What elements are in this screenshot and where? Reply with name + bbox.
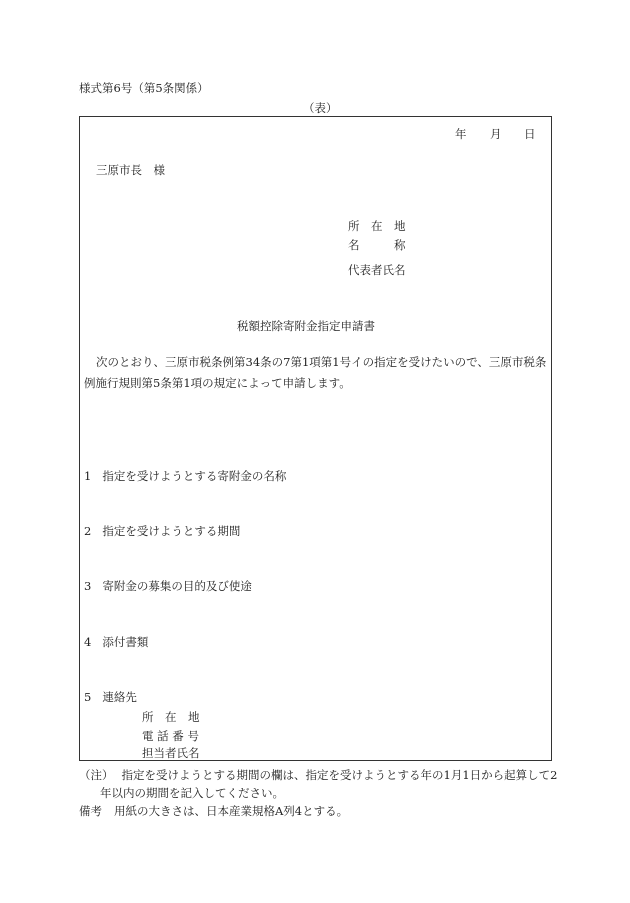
body-paragraph bbox=[84, 352, 549, 394]
contact-phone-label: 電 話 番 号 bbox=[142, 729, 199, 743]
date-year: 年 bbox=[455, 127, 467, 141]
remark-prefix: 備考 bbox=[79, 804, 102, 818]
addressee: 三原市長 様 bbox=[96, 163, 165, 177]
note-line-1 bbox=[79, 767, 557, 783]
item-5 bbox=[84, 689, 137, 705]
date-day: 日 bbox=[524, 127, 536, 141]
form-number: 様式第6号（第5条関係） bbox=[79, 81, 209, 95]
form-title: 税額控除寄附金指定申請書 bbox=[237, 319, 375, 333]
side-label: （表） bbox=[303, 101, 338, 115]
remark bbox=[79, 803, 348, 819]
application-form-frame bbox=[79, 116, 552, 761]
note-prefix: （注） bbox=[79, 768, 114, 782]
remark-text: 用紙の大きさは、日本産業規格A列4とする。 bbox=[114, 804, 349, 818]
item-label: 添付書類 bbox=[102, 635, 149, 649]
applicant-address-label: 所 在 地 bbox=[348, 219, 406, 233]
item-number: 4 bbox=[84, 635, 92, 649]
date-month: 月 bbox=[490, 127, 502, 141]
item-label: 指定を受けようとする寄附金の名称 bbox=[102, 469, 287, 483]
contact-person-label: 担当者氏名 bbox=[142, 746, 200, 760]
item-number: 2 bbox=[84, 524, 92, 538]
item-3 bbox=[84, 578, 252, 594]
item-label: 連絡先 bbox=[102, 690, 137, 704]
item-4 bbox=[84, 634, 148, 650]
item-2 bbox=[84, 523, 240, 539]
body-text: 次のとおり、三原市税条例第34条の7第1項第1号イの指定を受けたいので、三原市税条例施行規則第5条第1項の規定によって申請します。 bbox=[84, 355, 547, 390]
note-text-2: 年以内の期間を記入してください。 bbox=[100, 786, 284, 800]
item-1 bbox=[84, 468, 286, 484]
item-number: 1 bbox=[84, 469, 92, 483]
applicant-representative-label: 代表者氏名 bbox=[348, 263, 406, 277]
item-number: 5 bbox=[84, 690, 92, 704]
item-label: 指定を受けようとする期間 bbox=[102, 524, 241, 538]
item-number: 3 bbox=[84, 579, 92, 593]
item-label: 寄附金の募集の目的及び使途 bbox=[102, 579, 252, 593]
applicant-name-label: 名 称 bbox=[348, 238, 406, 252]
contact-address-label: 所 在 地 bbox=[142, 710, 200, 724]
note-text-1: 指定を受けようとする期間の欄は、指定を受けようとする年の1月1日から起算して2 bbox=[121, 768, 558, 782]
